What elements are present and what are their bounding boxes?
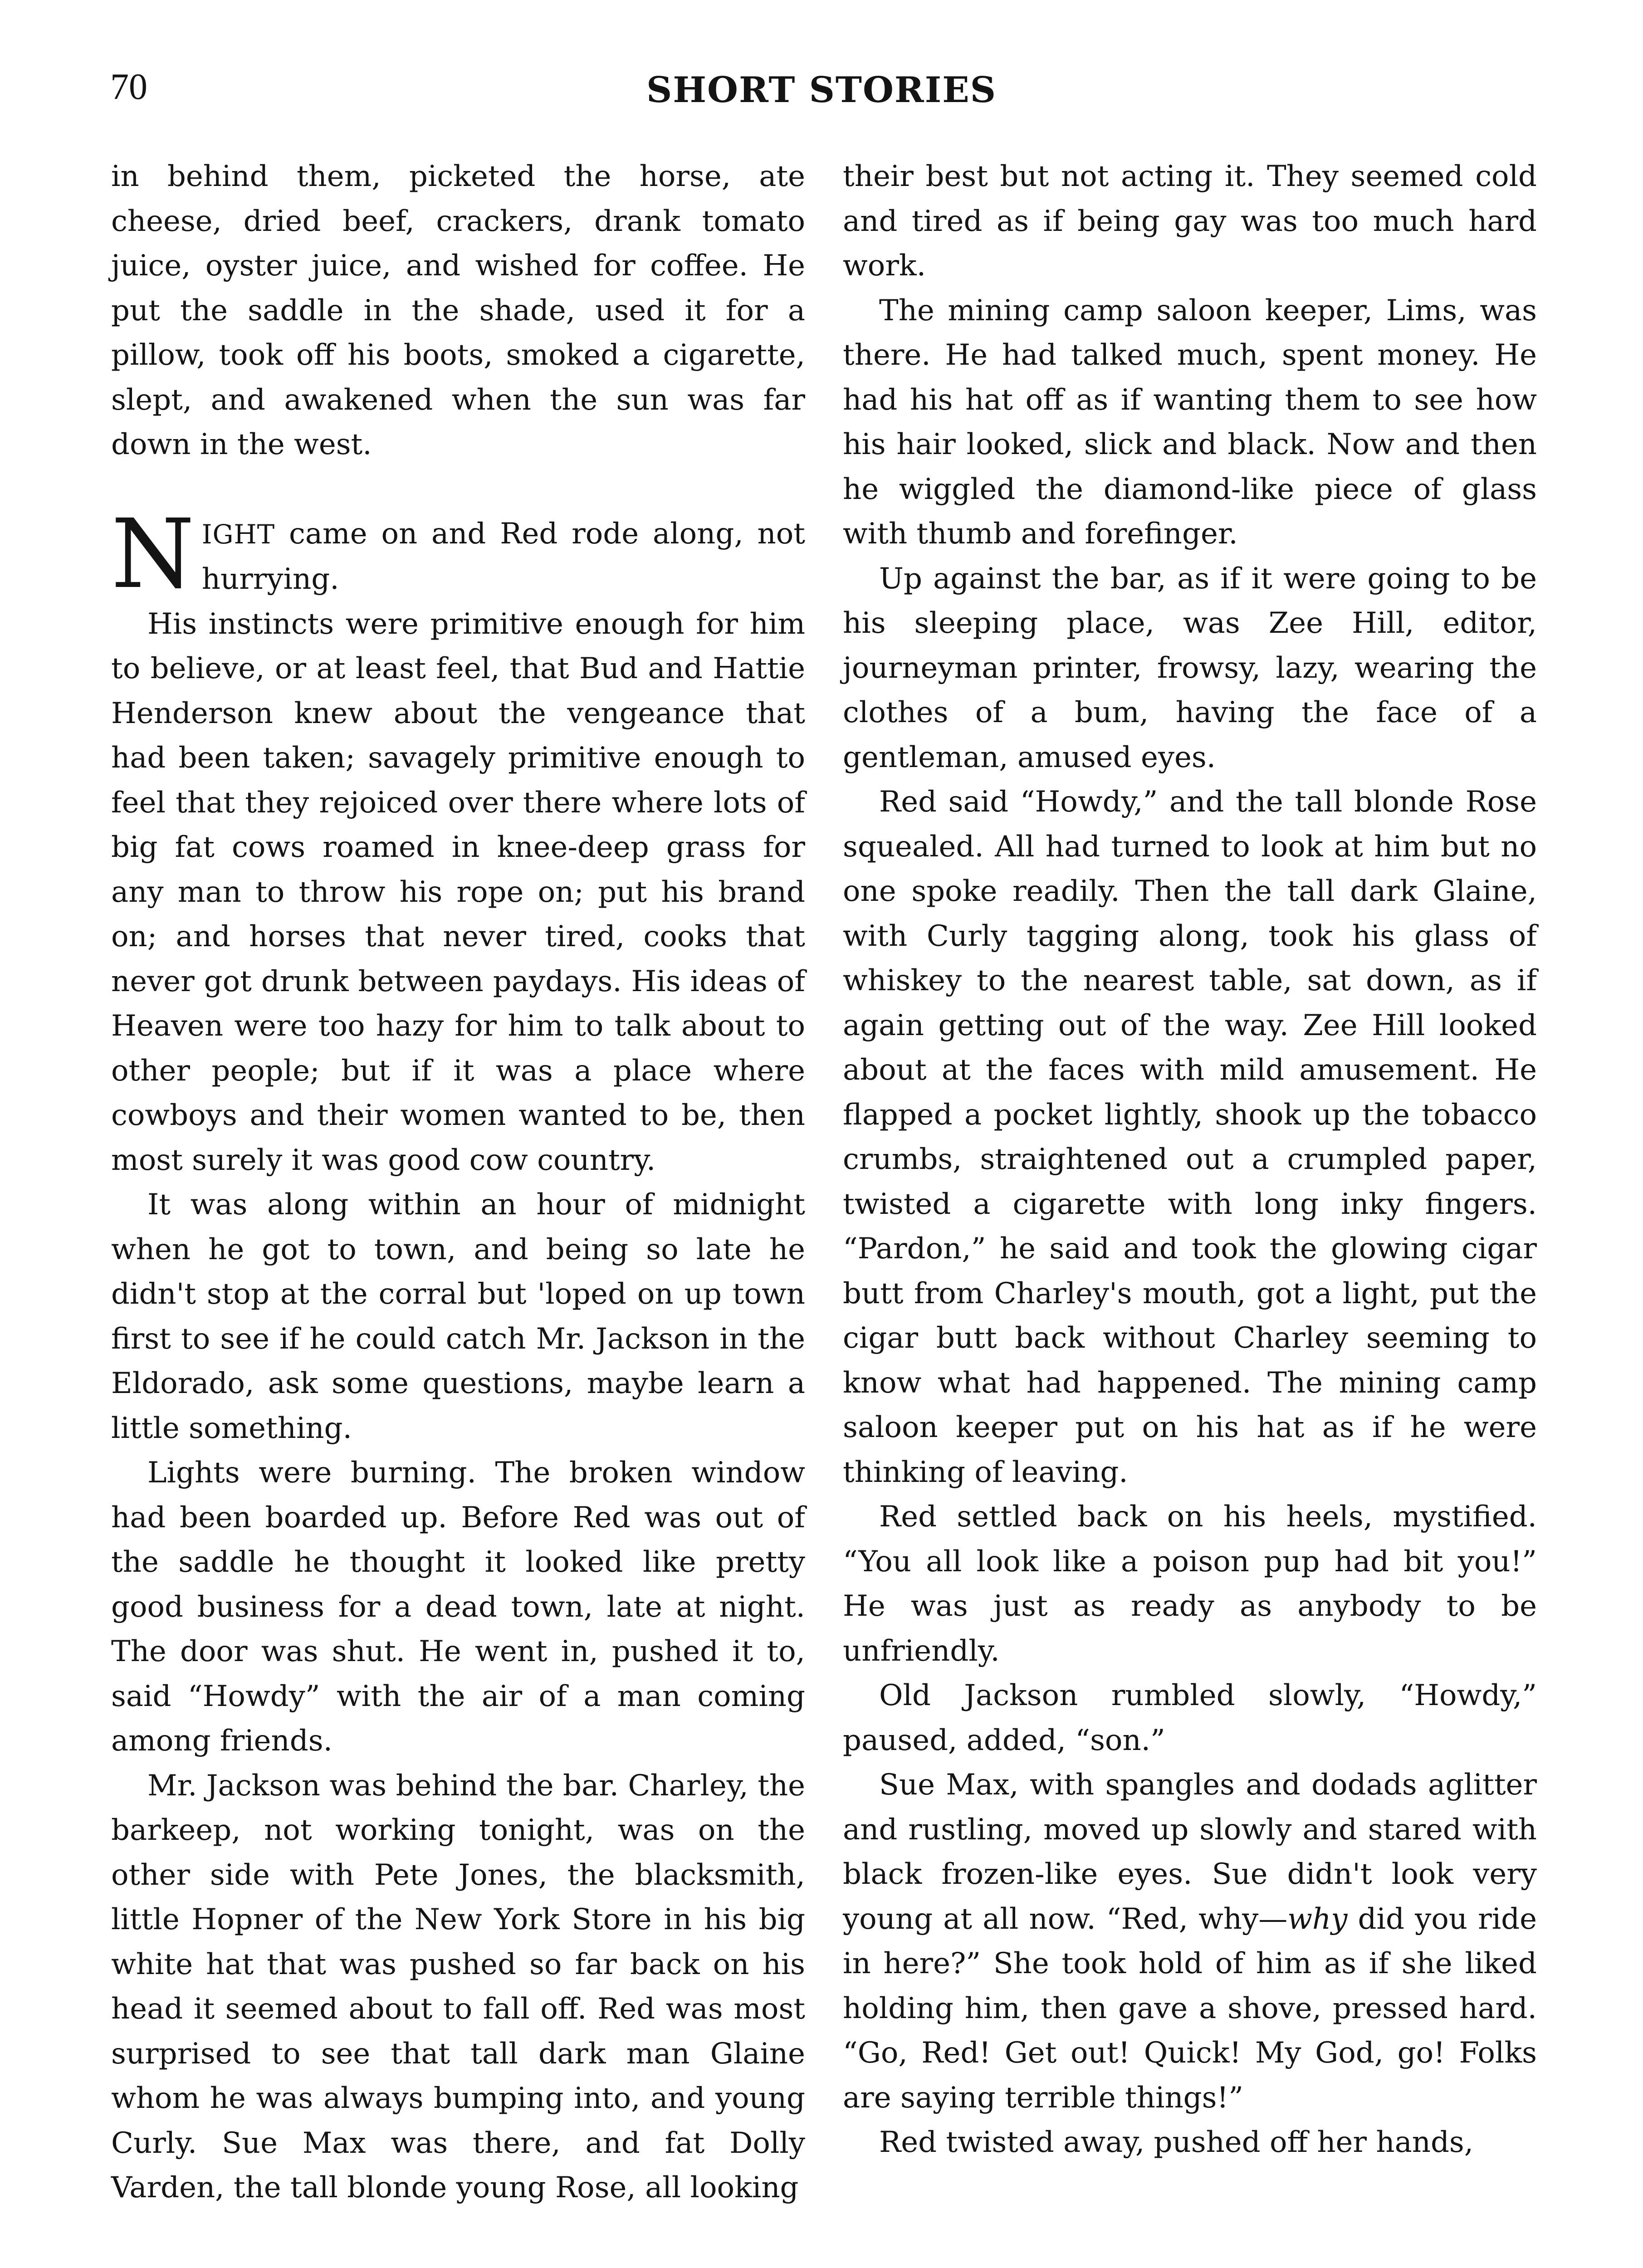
paragraph: their best but not acting it. They seemed cold and tired as if being gay was too much hard work. <box>843 160 1537 283</box>
paragraph: Old Jackson rumbled slowly, “Howdy,” paused, added, “son.” <box>843 1679 1537 1757</box>
italic-emphasis: why <box>1287 1902 1348 1936</box>
left-column <box>111 154 805 2210</box>
paragraph: Red settled back on his heels, mystified. “You all look like a poison pup had bit you!” He was just as ready as anybody to be unfriendly. <box>843 1500 1537 1668</box>
paragraph: Up against the bar, as if it were going to be his sleeping place, was Zee Hill, editor, journeyman printer, frowsy, lazy, wearing the clothes of a bum, having the face of a gentleman, amused eyes. <box>843 562 1537 774</box>
paragraph: in behind them, picketed the horse, ate cheese, dried beef, crackers, drank tomato juice, oyster juice, and wished for coffee. He put the saddle in the shade, used it for a pillow, took off his boots, smoked a cigarette, slept, and awakened when the sun was far down in the west. <box>111 160 805 461</box>
paragraph: The mining camp saloon keeper, Lims, was there. He had talked much, spent money. He had his hat off as if wanting them to see how his hair looked, slick and black. Now and then he wiggled the diamond-like piece of glass with thumb and forefinger. <box>843 293 1537 551</box>
paragraph <box>843 1763 1537 2120</box>
right-column <box>843 154 1537 2165</box>
sue-text-after: did you ride in here?” She took hold of him as if she liked holding him, then gave a shove, pressed hard. “Go, Red! Get out! Quick! My God, go! Folks are saying terrible things!” <box>843 1902 1537 2115</box>
section-small-caps: IGHT <box>201 519 275 550</box>
paragraph: His instincts were primitive enough for him to believe, or at least feel, that Bud and Hattie Henderson knew about the vengeance that had been taken; savagely primitive enough to feel that they rejoiced over there where lots of big fat cows roamed in knee-deep grass for any man to throw his rope on; put his brand on; and horses that never tired, cooks that never got drunk between paydays. His ideas of Heaven were too hazy for him to talk about to other people; but if it was a place where cowboys and their women wanted to be, then most surely it was good cow country. <box>111 607 805 1177</box>
section-opening-paragraph <box>111 498 805 610</box>
page-number: 70 <box>110 66 147 107</box>
paragraph: It was along within an hour of midnight when he got to town, and being so late he didn't stop at the corral but 'loped on up town first to see if he could catch Mr. Jackson in the Eldorado, ask some questions, maybe learn a little something. <box>111 1188 805 1445</box>
sue-text-before: Sue Max, with spangles and dodads aglitter and rustling, moved up slowly and stared with black frozen-like eyes. Sue didn't look very young at all now. “Red, why— <box>843 1768 1537 1936</box>
section-opening-text: came on and Red rode along, not hurrying. <box>201 517 805 596</box>
drop-cap: N <box>111 498 195 610</box>
paragraph: Mr. Jackson was behind the bar. Charley, the barkeep, not working tonight, was on the other side with Pete Jones, the blacksmith, little Hopner of the New York Store in his big white hat that was pushed so far back on his head it seemed about to fall off. Red was most surprised to see that tall dark man Glaine whom he was always bumping into, and young Curly. Sue Max was there, and fat Dolly Varden, the tall blonde young Rose, all looking <box>111 1769 805 2204</box>
paragraph: Lights were burning. The broken window had been boarded up. Before Red was out of the saddle he thought it looked like pretty good business for a dead town, late at night. The door was shut. He went in, pushed it to, said “Howdy” with the air of a man coming among friends. <box>111 1456 805 1758</box>
running-head: SHORT STORIES <box>646 69 997 111</box>
paragraph: Red twisted away, pushed off her hands, <box>879 2126 1474 2159</box>
paragraph: Red said “Howdy,” and the tall blonde Rose squealed. All had turned to look at him but no one spoke readily. Then the tall dark Glaine, with Curly tagging along, took his glass of whiskey to the nearest table, sat down, as if again getting out of the way. Zee Hill looked about at the faces with mild amusement. He flapped a pocket lightly, shook up the tobacco crumbs, straightened out a crumpled paper, twisted a cigarette with long inky fingers. “Pardon,” he said and took the glowing cigar butt from Charley's mouth, got a light, put the cigar butt back without Charley seeming to know what had happened. The mining camp saloon keeper put on his hat as if he were thinking of leaving. <box>843 785 1537 1489</box>
